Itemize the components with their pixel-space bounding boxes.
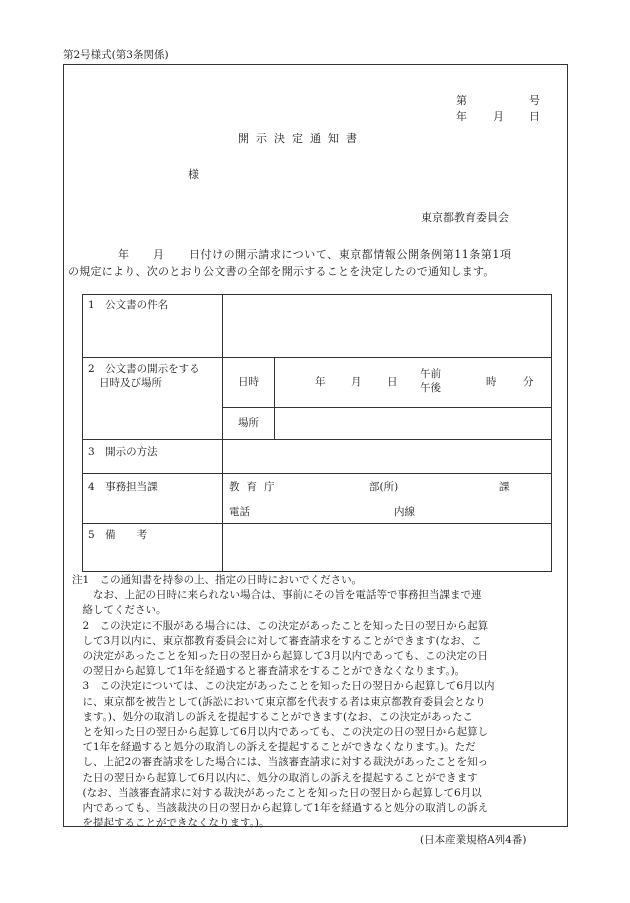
date-year: 年 xyxy=(456,110,467,123)
note-line: の翌日から起算して1年を経過すると審査請求をすることができなくなります。)。 xyxy=(72,665,466,678)
note-line: た日の翌日から起算して6月以内に、処分の取消しの訴えを提起することができます xyxy=(72,771,478,784)
note-line: 内であっても、当該裁決の日の翌日から起算して1年を経過すると処分の取消しの訴え xyxy=(72,802,489,815)
row-label-office: 4 事務担当課 xyxy=(88,481,158,493)
addressee-suffix: 様 xyxy=(188,168,199,181)
issuer-name: 東京都教育委員会 xyxy=(421,211,509,224)
place-label: 場所 xyxy=(238,416,259,429)
table-row-method xyxy=(83,440,552,474)
note-line: 3 この決定については、この決定があったことを知った日の翌日から起算して6月以内 xyxy=(72,680,495,693)
section-label: 課 xyxy=(499,481,510,493)
dt-hour: 時 xyxy=(486,376,497,388)
intro-month: 月 xyxy=(153,248,164,261)
note-line: の決定があったことを知った日の翌日から起算して3月以内であっても、この決定の日 xyxy=(72,650,488,663)
dt-minute: 分 xyxy=(523,376,534,388)
note-line: 2 この決定に不服がある場合には、この決定があったことを知った日の翌日から起算 xyxy=(72,619,489,632)
dt-am: 午前 xyxy=(420,368,441,380)
extension-label: 内線 xyxy=(394,506,415,518)
note-line: 注1 この通知書を持参の上、指定の日時においでください。 xyxy=(72,574,363,586)
row-label-datetime-line2: 日時及び場所 xyxy=(99,377,162,389)
document-title: 開示決定通知書 xyxy=(238,132,364,145)
dt-year: 年 xyxy=(315,376,326,388)
note-line: 絡してください。 xyxy=(72,604,167,617)
note-line: し、上記2の審査請求をした場合には、当該審査請求に対する裁決があったことを知っ xyxy=(72,756,489,769)
intro-line1-text: 日付けの開示請求について、東京都情報公開条例第11条第1項 xyxy=(189,248,512,261)
date-month: 月 xyxy=(493,110,504,123)
note-line: に、東京都を被告として(訴訟において東京都を代表する者は東京都教育委員会となり xyxy=(72,695,486,708)
note-line: (なお、当該審査請求に対する裁決があったことを知った日の翌日から起算して6月以 xyxy=(72,786,482,799)
note-line: を提起することができなくなります。)。 xyxy=(72,817,270,830)
table-row-subject xyxy=(83,295,552,358)
intro-year: 年 xyxy=(118,248,129,261)
intro-line2: の規定により、次のとおり公文書の全部を開示することを決定したので通知します。 xyxy=(68,265,495,278)
bureau-name: 教育庁 xyxy=(229,481,282,493)
table-row-office xyxy=(83,474,552,524)
row-label-method: 3 開示の方法 xyxy=(88,446,158,458)
row-label-datetime-line1: 2 公文書の開示をする xyxy=(88,363,200,375)
disclosure-info-table xyxy=(82,294,552,572)
dt-pm: 午後 xyxy=(420,382,441,394)
number-suffix: 号 xyxy=(529,94,540,107)
dt-day: 日 xyxy=(387,376,398,388)
row-label-remarks: 5 備 考 xyxy=(88,529,148,541)
form-number-label: 第2号様式(第3条関係) xyxy=(63,49,169,61)
table-row-remarks xyxy=(83,524,552,572)
datetime-label: 日時 xyxy=(238,376,259,388)
note-line: なお、上記の日時に来られない場合は、事前にその旨を電話等で事務担当課まで連 xyxy=(72,589,482,602)
dt-month: 月 xyxy=(351,376,362,388)
paper-size-note: (日本産業規格A列4番) xyxy=(420,834,527,846)
note-line: とを知った日の翌日から起算して6月以内であっても、この決定の日の翌日から起算し xyxy=(72,726,489,739)
note-line: ます。)、処分の取消しの訴えを提起することができます(なお、この決定があったこ xyxy=(72,710,473,723)
note-line: て1年を経過すると処分の取消しの訴えを提起することができなくなります。)。ただ xyxy=(72,741,476,754)
note-line: して3月以内に、東京都教育委員会に対して審査請求をすることができます(なお、こ xyxy=(72,634,482,647)
row-label-subject: 1 公文書の件名 xyxy=(88,299,169,311)
number-prefix: 第 xyxy=(456,94,467,107)
phone-label: 電話 xyxy=(229,506,250,518)
date-day: 日 xyxy=(529,110,540,123)
table-row-datetime xyxy=(83,358,552,408)
notes-section xyxy=(72,573,562,831)
department-label: 部(所) xyxy=(369,481,399,493)
